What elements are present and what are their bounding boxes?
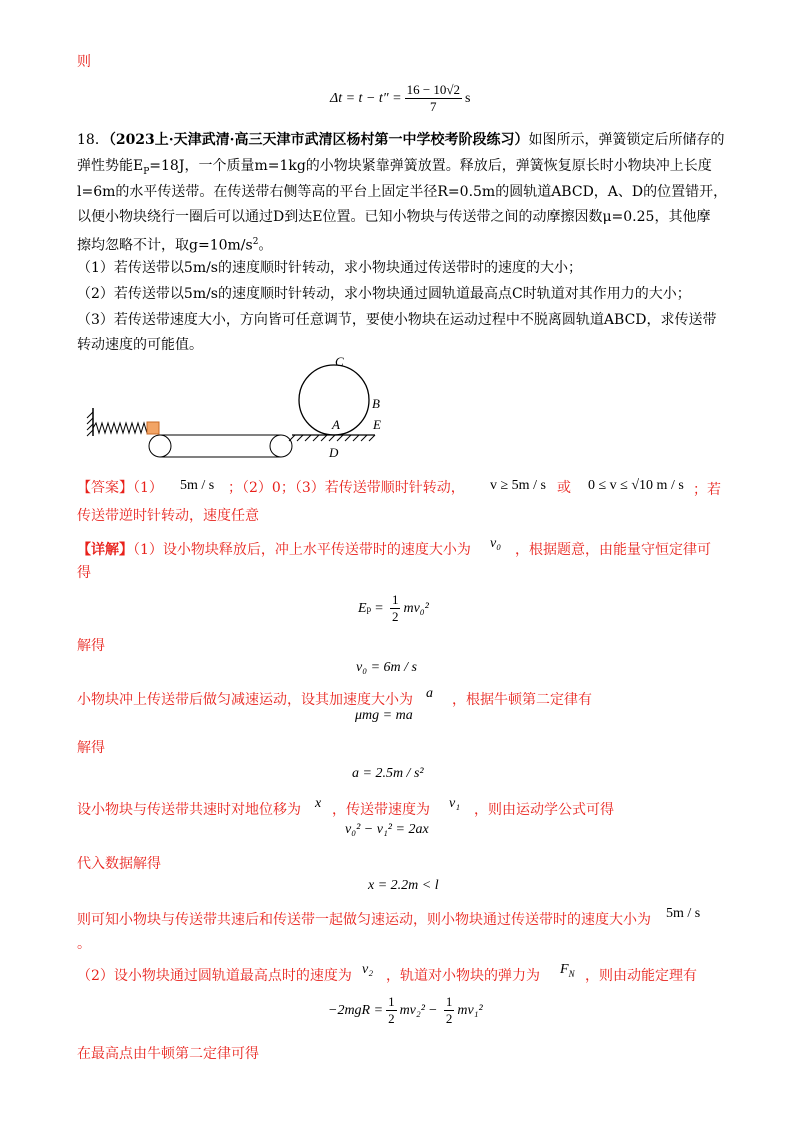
eq-delta-t-num: 16 − 10√2 bbox=[406, 82, 461, 97]
question-line-3: l=6m的水平传送带。在传送带右侧等高的平台上固定半径R=0.5m的圆轨道ABCD，A、D的位置错开， bbox=[77, 184, 728, 200]
answer-v3b: 0 ≤ v ≤ √10 m / s bbox=[588, 478, 684, 493]
eq-delta-t-den: 7 bbox=[430, 99, 437, 114]
eq-delta-t-unit: s bbox=[465, 90, 471, 106]
detail-s4-val: 5m / s bbox=[666, 906, 701, 921]
detail-s6: 在最高点由牛顿第二定律可得 bbox=[77, 1046, 259, 1062]
platform-hatch bbox=[289, 435, 375, 441]
detail-s1-var: v₀ bbox=[490, 536, 502, 551]
detail-s3-mid: ，传送带速度为 bbox=[332, 802, 430, 818]
eq7-t1: mv₂² bbox=[399, 1002, 425, 1018]
detail-s2: 小物块冲上传送带后做匀减速运动，设其加速度大小为 bbox=[77, 692, 413, 708]
answer-v3a: v ≥ 5m / s bbox=[490, 478, 546, 493]
label-e: E bbox=[373, 417, 381, 432]
equation-a: a = 2.5m / s² bbox=[352, 766, 424, 781]
equation-newton: μmg = ma bbox=[355, 708, 413, 723]
question-number: 18． bbox=[77, 132, 109, 148]
question-source: （2023上·天津武清·高三天津市武清区杨村第一中学校考阶段练习） bbox=[108, 132, 529, 148]
detail-s3: 设小物块与传送带共速时对地位移为 bbox=[77, 802, 301, 818]
detail-s5-mid: ，轨道对小物块的弹力为 bbox=[386, 968, 540, 984]
answer-part-1: （1） bbox=[133, 480, 163, 496]
detail-s5-var: v₂ bbox=[362, 962, 374, 977]
question-line-1 bbox=[77, 130, 725, 150]
solve-label-2: 解得 bbox=[77, 740, 105, 756]
detail-s2-tail: ，根据牛顿第二定律有 bbox=[452, 692, 592, 708]
equation-v0: v₀ = 6m / s bbox=[356, 660, 417, 675]
question-line-2-text: 弹性势能E bbox=[77, 158, 144, 174]
detail-s5: （2）设小物块通过圆轨道最高点时的速度为 bbox=[77, 968, 352, 984]
equation-energy: E p = $\frac{1}{2}$ mv₀² bbox=[358, 592, 429, 624]
question-line-5-text: 擦均忽略不计，取g=10m/s bbox=[77, 237, 253, 254]
detail-s5-var2-main: F bbox=[560, 962, 569, 977]
detail-s4-end: 。 bbox=[77, 936, 91, 952]
detail-s4: 则可知小物块与传送带共速后和传送带一起做匀速运动，则小物块通过传送带时的速度大小为 bbox=[77, 912, 651, 928]
conveyor-loop-diagram bbox=[85, 350, 395, 465]
question-line-2-sub: P bbox=[143, 166, 150, 177]
detail-line-1 bbox=[77, 540, 471, 560]
sub-question-3b: 转动速度的可能值。 bbox=[77, 337, 203, 353]
equation-x: x = 2.2m < l bbox=[368, 878, 439, 893]
question-line-5-end: 。 bbox=[258, 237, 273, 254]
question-line-2-rest: =18J，一个质量m=1kg的小物块紧靠弹簧放置。释放后，弹簧恢复原长时小物块冲上长度 bbox=[149, 158, 712, 174]
answer-part-3: ；若 bbox=[693, 482, 721, 498]
answer-or: 或 bbox=[557, 480, 571, 496]
detail-s1: （1）设小物块释放后，冲上水平传送带时的速度大小为 bbox=[133, 542, 471, 558]
equation-kinematics: v₀² − v₁² = 2ax bbox=[345, 822, 429, 837]
detail-s3-var2: v₁ bbox=[449, 796, 461, 811]
then-label: 则 bbox=[77, 54, 91, 70]
detail-s5-var2 bbox=[560, 962, 575, 979]
detail-s2-var: a bbox=[426, 686, 433, 701]
block-icon bbox=[147, 422, 159, 434]
question-line-4: 以便小物块绕行一圈后可以通过D到达E位置。已知小物块与传送带之间的动摩擦因数μ=0.25，其他摩 bbox=[77, 209, 711, 225]
spring-icon bbox=[93, 423, 150, 433]
eq7-lhs: −2mgR = bbox=[328, 1002, 384, 1018]
label-c: C bbox=[335, 354, 344, 369]
solve-label-1: 解得 bbox=[77, 638, 105, 654]
detail-s3-var: x bbox=[315, 796, 322, 811]
question-line-1-tail: 如图所示，弹簧锁定后所储存的 bbox=[528, 132, 725, 148]
label-b: B bbox=[372, 396, 380, 411]
answer-tag: 【答案】 bbox=[77, 480, 133, 496]
detail-s5-var2-sub: N bbox=[568, 968, 575, 979]
eq7-minus: − bbox=[428, 1002, 437, 1018]
label-d: D bbox=[329, 445, 339, 460]
eq1-sub: p bbox=[366, 603, 372, 614]
eq1-rhs: mv₀² bbox=[403, 600, 429, 616]
detail-s1-tail: ，根据题意，由能量守恒定律可 bbox=[515, 542, 711, 558]
equation-work-energy: −2mgR = $\frac{1}{2}$ mv₂² − $\frac{1}{2}$ mv₁² bbox=[328, 994, 483, 1026]
answer-line-2: 传送带逆时针转动，速度任意 bbox=[77, 508, 259, 524]
answer-line-1 bbox=[77, 478, 163, 498]
sub-question-1: （1）若传送带以5m/s的速度顺时针转动，求小物块通过传送带时的速度的大小； bbox=[77, 260, 582, 276]
detail-s1-line2: 得 bbox=[77, 565, 91, 581]
eq1-lhs: E bbox=[358, 600, 367, 616]
sub-question-2: （2）若传送带以5m/s的速度顺时针转动，求小物块通过圆轨道最高点C时轨道对其作用力的大小； bbox=[77, 286, 691, 302]
eq7-t2: mv₁² bbox=[457, 1002, 483, 1018]
detail-tag: 【详解】 bbox=[77, 542, 133, 558]
question-line-5-sup: 2 bbox=[252, 237, 259, 247]
sub-question-3a: （3）若传送带速度大小，方向皆可任意调节，要使小物块在运动过程中不脱离圆轨道ABCD，求传送带 bbox=[77, 312, 717, 328]
answer-part-2: ；（2）0；（3）若传送带顺时针转动， bbox=[228, 480, 465, 496]
solve-label-3: 代入数据解得 bbox=[77, 856, 161, 872]
detail-s5-tail: ，则由动能定理有 bbox=[585, 968, 697, 984]
detail-s3-tail: ，则由运动学公式可得 bbox=[474, 802, 614, 818]
question-line-5 bbox=[77, 232, 272, 256]
left-pulley bbox=[149, 435, 171, 457]
question-line-2 bbox=[77, 156, 712, 182]
label-a: A bbox=[332, 417, 340, 432]
right-pulley bbox=[270, 435, 292, 457]
wall-hatch bbox=[87, 412, 93, 436]
answer-v1: 5m / s bbox=[180, 478, 215, 493]
eq-delta-t-lhs: Δt = t − t″ = bbox=[330, 90, 402, 106]
equation-delta-t bbox=[330, 82, 470, 115]
